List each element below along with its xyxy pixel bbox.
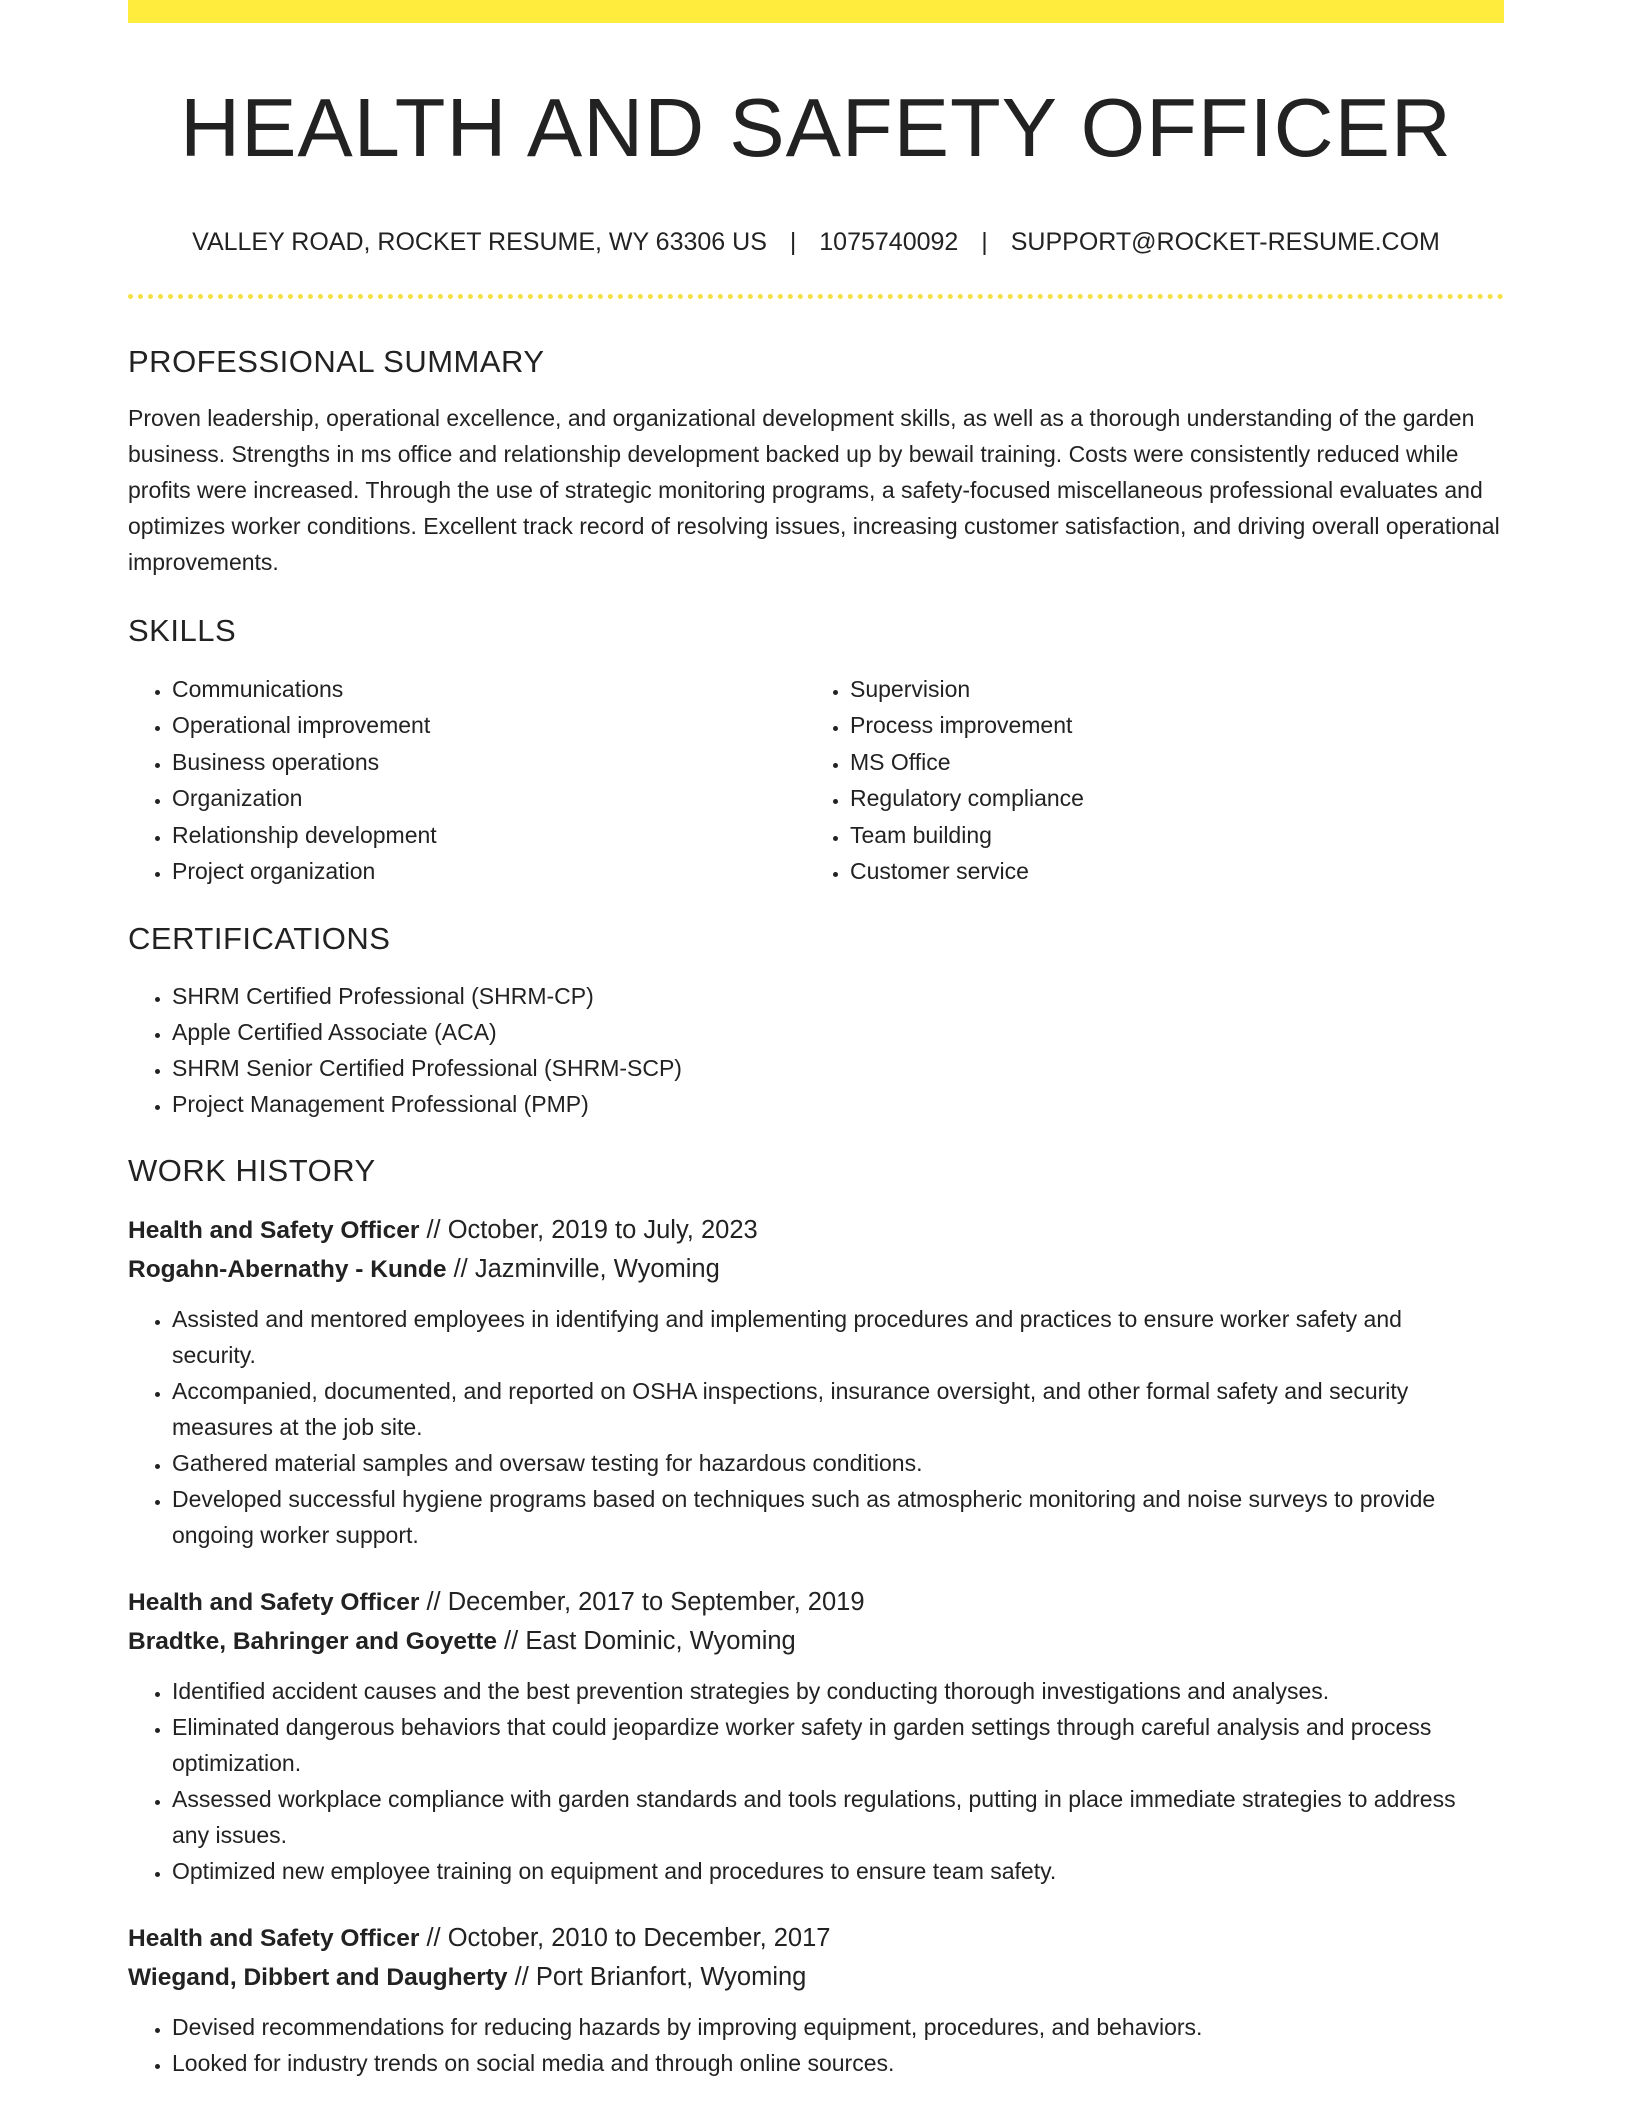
job-bullet-list: [128, 1301, 1504, 1553]
contact-separator: |: [981, 228, 988, 257]
certifications-list: [128, 978, 1504, 1122]
skill-item: • Team building: [850, 817, 1484, 854]
certification-item: • SHRM Certified Professional (SHRM-CP): [172, 978, 1504, 1014]
skill-item: • Relationship development: [172, 817, 806, 854]
work-history-heading: WORK HISTORY: [128, 1152, 376, 1188]
skill-item: • Business operations: [172, 744, 806, 781]
dotted-divider: [128, 294, 1504, 299]
job-bullet: • Gathered material samples and oversaw testing for hazardous conditions.: [172, 1445, 1484, 1481]
job-company-line: [128, 1250, 1504, 1289]
job-bullet: • Identified accident causes and the best prevention strategies by conducting thorough investigations and analyses.: [172, 1673, 1484, 1709]
certifications-heading: CERTIFICATIONS: [128, 920, 391, 956]
skill-item: • Operational improvement: [172, 707, 806, 744]
skills-heading: SKILLS: [128, 613, 237, 649]
job-separator: //: [453, 1255, 468, 1284]
skills-left-list: [128, 671, 806, 890]
job-bullet: • Optimized new employee training on equipment and procedures to ensure team safety.: [172, 1853, 1484, 1889]
job-bullet-list: [128, 2009, 1504, 2081]
job-title-line: [128, 1919, 1504, 1958]
job-title: Health and Safety Officer: [128, 1217, 420, 1245]
job-title: Health and Safety Officer: [128, 1589, 420, 1617]
skill-item: • Process improvement: [850, 707, 1484, 744]
summary-heading: PROFESSIONAL SUMMARY: [128, 344, 545, 380]
job-company-line: [128, 1622, 1504, 1661]
job-separator: //: [426, 1216, 441, 1245]
contact-email: SUPPORT@ROCKET-RESUME.COM: [1010, 228, 1440, 257]
job-company: Rogahn-Abernathy - Kunde: [128, 1256, 447, 1284]
job-bullet: • Devised recommendations for reducing hazards by improving equipment, procedures, and behaviors.: [172, 2009, 1484, 2045]
job-separator: //: [514, 1963, 529, 1992]
job-company: Wiegand, Dibbert and Daugherty: [128, 1964, 508, 1992]
job-bullet: • Assessed workplace compliance with garden standards and tools regulations, putting in place immediate strategies to address any issues.: [172, 1781, 1484, 1853]
job-bullet-list: [128, 1673, 1504, 1889]
skill-item: • Organization: [172, 780, 806, 817]
job-company-line: [128, 1958, 1504, 1997]
job-title-line: [128, 1583, 1504, 1622]
job-location: Port Brianfort, Wyoming: [535, 1963, 807, 1992]
job-bullet: • Assisted and mentored employees in identifying and implementing procedures and practices to ensure worker safety and security.: [172, 1301, 1484, 1373]
job-entry: [128, 1919, 1504, 2081]
skill-item: • MS Office: [850, 744, 1484, 781]
skill-item: • Project organization: [172, 853, 806, 890]
skills-columns: [128, 671, 1504, 890]
job-bullet: • Eliminated dangerous behaviors that could jeopardize worker safety in garden settings through careful analysis and process optimization.: [172, 1709, 1484, 1781]
job-title-line: [128, 1211, 1504, 1250]
job-entry: [128, 1211, 1504, 1553]
job-separator: //: [426, 1924, 441, 1953]
contact-line: [128, 227, 1504, 257]
resume-content: [128, 23, 1504, 2081]
job-dates: December, 2017 to September, 2019: [447, 1588, 865, 1617]
resume-name-heading: HEALTH AND SAFETY OFFICER: [180, 81, 1452, 174]
job-company: Bradtke, Bahringer and Goyette: [128, 1628, 497, 1656]
contact-phone: 1075740092: [819, 228, 959, 257]
certification-item: • Apple Certified Associate (ACA): [172, 1014, 1504, 1050]
job-bullet: • Accompanied, documented, and reported on OSHA inspections, insurance oversight, and other formal safety and security measures at the job site.: [172, 1373, 1484, 1445]
job-dates: October, 2010 to December, 2017: [447, 1924, 831, 1953]
skill-item: • Supervision: [850, 671, 1484, 708]
job-bullet: • Looked for industry trends on social media and through online sources.: [172, 2045, 1484, 2081]
certification-item: • SHRM Senior Certified Professional (SHRM-SCP): [172, 1050, 1504, 1086]
job-separator: //: [426, 1588, 441, 1617]
job-title: Health and Safety Officer: [128, 1925, 420, 1953]
certification-item: • Project Management Professional (PMP): [172, 1086, 1504, 1122]
skill-item: • Customer service: [850, 853, 1484, 890]
job-location: East Dominic, Wyoming: [525, 1627, 796, 1656]
accent-top-bar: [128, 0, 1504, 23]
skill-item: • Communications: [172, 671, 806, 708]
contact-address: VALLEY ROAD, ROCKET RESUME, WY 63306 US: [192, 228, 767, 257]
summary-text: Proven leadership, operational excellence, and organizational development skills, as well as a thorough understanding of the garden business. Strengths in ms office and relationship development backed up by bewail training. Costs were consistently reduced while profits were increased. Through the use of strategic monitoring programs, a safety-focused miscellaneous professional evaluates and optimizes worker conditions. Excellent track record of resolving issues, increasing customer satisfaction, and driving overall operational improvements.: [128, 405, 1500, 576]
job-dates: October, 2019 to July, 2023: [447, 1216, 758, 1245]
contact-separator: |: [789, 228, 797, 257]
job-bullet: • Developed successful hygiene programs based on techniques such as atmospheric monitoring and noise surveys to provide ongoing worker support.: [172, 1481, 1484, 1553]
skills-right-list: [806, 671, 1484, 890]
job-separator: //: [504, 1627, 519, 1656]
job-location: Jazminville, Wyoming: [474, 1255, 720, 1284]
job-entry: [128, 1583, 1504, 1889]
skill-item: • Regulatory compliance: [850, 780, 1484, 817]
